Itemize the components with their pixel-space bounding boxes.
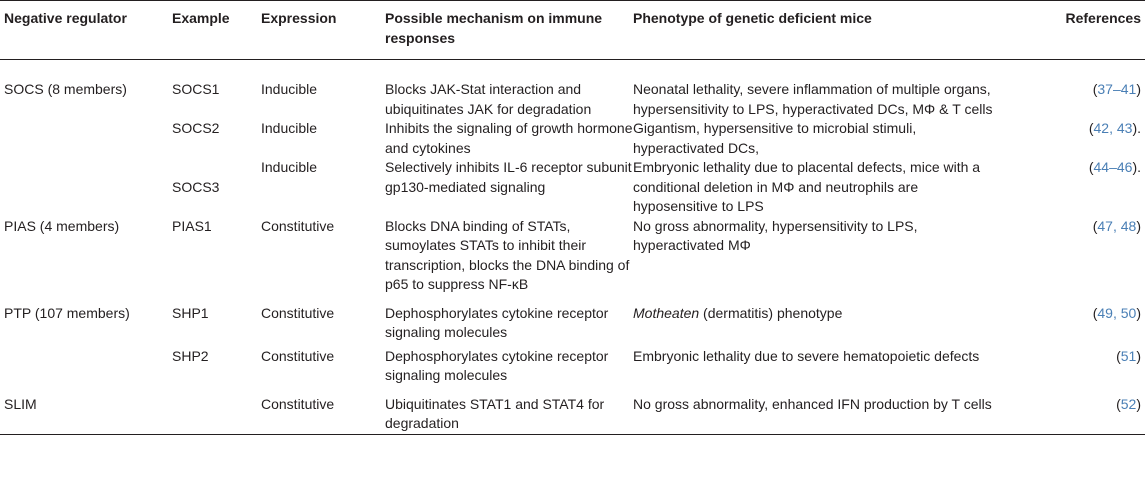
- regulator-cell: [0, 119, 172, 158]
- col-header-regulator: Negative regulator: [4, 10, 127, 26]
- mechanism-cell: Ubiquitinates STAT1 and STAT4 for degradation: [385, 395, 605, 431]
- mechanism-cell: Dephosphorylates cytokine receptor signaling molecules: [385, 304, 609, 340]
- ref-bracket: (: [1088, 159, 1094, 175]
- ref-bracket: ): [1136, 347, 1141, 364]
- table-row: [0, 343, 1145, 386]
- table-row: [0, 217, 1145, 295]
- reference-link[interactable]: 51: [1120, 347, 1137, 364]
- table-row: [0, 60, 1145, 120]
- ref-bracket: (: [1116, 347, 1121, 364]
- mechanism-cell: Blocks JAK-Stat interaction and ubiquitinates JAK for degradation: [385, 81, 592, 117]
- example-cell: SOCS3: [172, 178, 220, 195]
- ref-bracket: ): [1136, 304, 1141, 321]
- reference-cell: [1005, 386, 1145, 435]
- reference-cell: [1005, 343, 1145, 386]
- expression-cell: Constitutive: [261, 304, 335, 321]
- header-row: [0, 1, 1145, 60]
- expression-cell: Inducible: [261, 81, 318, 97]
- example-cell: SOCS1: [172, 81, 220, 97]
- mechanism-cell: Blocks DNA binding of STATs, sumoylates STATs to inhibit their transcription, blocks the DNA binding of p65 to suppress NF-κB: [385, 217, 630, 292]
- expression-cell: Inducible: [261, 120, 318, 136]
- reference-cell: [1005, 295, 1145, 343]
- reference-link[interactable]: 52: [1120, 395, 1137, 412]
- col-header-example: Example: [172, 10, 230, 26]
- example-cell: SHP2: [172, 347, 209, 364]
- expression-cell: Constitutive: [261, 217, 335, 234]
- reference-cell: [1005, 119, 1145, 158]
- table-row: [0, 158, 1145, 217]
- phenotype-cell: Neonatal lethality, severe inflammation of multiple organs, hypersensitivity to LPS, hyperactivated DCs, MΦ & T cells: [633, 81, 993, 117]
- reference-link[interactable]: 47, 48: [1097, 217, 1137, 234]
- table-row: [0, 119, 1145, 158]
- regulator-cell: PIAS (4 members): [4, 217, 120, 234]
- col-header-mechanism: Possible mechanism on immune responses: [385, 10, 603, 46]
- regulator-cell: SOCS (8 members): [4, 81, 127, 97]
- ref-bracket: ): [1136, 81, 1141, 97]
- col-header-expression: Expression: [261, 10, 337, 26]
- reference-link[interactable]: 49, 50: [1097, 304, 1137, 321]
- phenotype-cell: Gigantism, hypersensitive to microbial stimuli, hyperactivated DCs,: [633, 120, 917, 156]
- example-cell: SHP1: [172, 304, 209, 321]
- regulator-cell: [0, 158, 172, 217]
- expression-cell: Inducible: [261, 159, 318, 175]
- table-row: [0, 386, 1145, 435]
- reference-link[interactable]: 42, 43: [1093, 120, 1133, 136]
- ref-bracket: (: [1116, 395, 1121, 412]
- reference-link[interactable]: 37–41: [1097, 81, 1137, 97]
- reference-cell: [1005, 217, 1145, 295]
- phenotype-italic-text: Motheaten: [633, 304, 700, 321]
- ref-bracket: ).: [1132, 120, 1141, 136]
- reference-link[interactable]: 44–46: [1093, 159, 1133, 175]
- regulator-cell: SLIM: [4, 395, 37, 412]
- phenotype-cell: No gross abnormality, enhanced IFN production by T cells: [633, 395, 992, 412]
- table-row: [0, 295, 1145, 343]
- mechanism-cell: Selectively inhibits IL-6 receptor subunit gp130-mediated signaling: [385, 159, 632, 195]
- example-cell: [172, 386, 261, 435]
- example-cell: PIAS1: [172, 217, 212, 234]
- ref-bracket: (: [1088, 120, 1094, 136]
- example-cell: SOCS2: [172, 120, 220, 136]
- ref-bracket: (: [1092, 81, 1098, 97]
- ref-bracket: (: [1092, 217, 1098, 234]
- mechanism-cell: Inhibits the signaling of growth hormone and cytokines: [385, 120, 633, 156]
- ref-bracket: ): [1136, 217, 1141, 234]
- phenotype-cell: Embryonic lethality due to placental defects, mice with a conditional deletion in MΦ and neutrophils are hyposensitive to LPS: [633, 159, 981, 214]
- regulator-cell: [0, 343, 172, 386]
- regulator-cell: PTP (107 members): [4, 304, 130, 321]
- phenotype-cell: No gross abnormality, hypersensitivity to LPS, hyperactivated MΦ: [633, 217, 918, 253]
- reference-cell: [1005, 60, 1145, 120]
- ref-bracket: ): [1136, 395, 1141, 412]
- expression-cell: Constitutive: [261, 347, 335, 364]
- col-header-references: References: [1065, 10, 1141, 26]
- phenotype-text: (dermatitis) phenotype: [699, 304, 843, 321]
- expression-cell: Constitutive: [261, 395, 335, 412]
- ref-bracket: (: [1092, 304, 1098, 321]
- phenotype-cell: Embryonic lethality due to severe hematopoietic defects: [633, 347, 980, 364]
- reference-cell: [1005, 158, 1145, 217]
- col-header-phenotype: Phenotype of genetic deficient mice: [633, 10, 872, 26]
- ref-bracket: ).: [1132, 159, 1141, 175]
- phenotype-cell: [633, 295, 1005, 343]
- mechanism-cell: Dephosphorylates cytokine receptor signaling molecules: [385, 347, 609, 383]
